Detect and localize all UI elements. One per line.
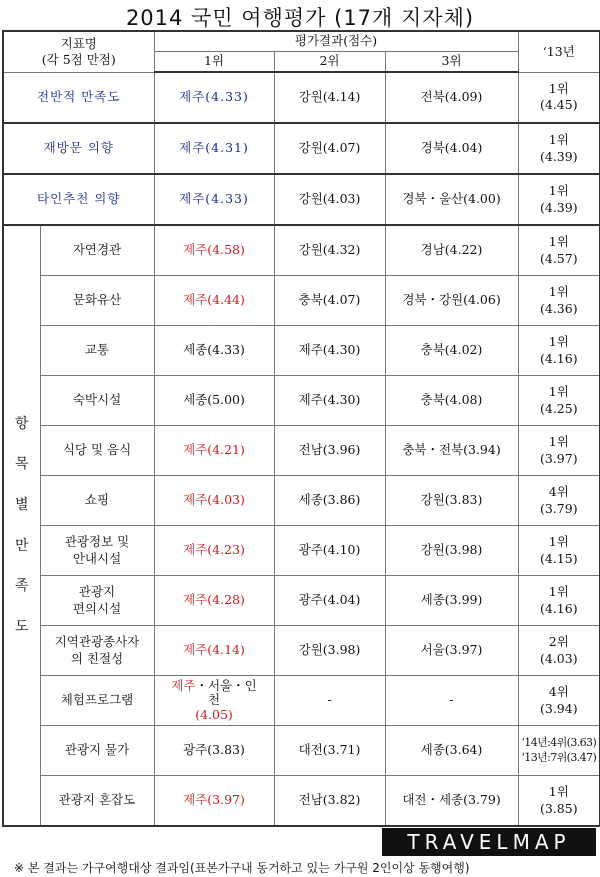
item-label: 관광지 물가	[40, 726, 154, 776]
item-row-price	[3, 726, 600, 776]
indicator-name: 타인추천 의향	[3, 174, 154, 225]
rank2-cell: 강원(4.32)	[274, 225, 385, 276]
rank3-cell: 경북・울산(4.00)	[385, 174, 518, 225]
rank2-cell: 제주(4.30)	[274, 326, 385, 376]
line: 쇼핑	[84, 492, 110, 508]
line: 1위	[548, 384, 569, 400]
rank1-cell: 제주(4.23)	[154, 526, 274, 576]
rank2-cell: 전남(3.82)	[274, 776, 385, 827]
rank3-cell: 충북・전북(3.94)	[385, 426, 518, 476]
group-label-char: 별	[14, 496, 29, 513]
line: (4.39)	[539, 199, 578, 215]
rank2-header: 2위	[274, 52, 385, 73]
highlight: 제주	[171, 677, 196, 693]
line: 관광지	[78, 584, 116, 600]
rest: ・서울・인	[195, 677, 257, 693]
item-label: 관광지 혼잡도	[40, 776, 154, 827]
line: (3.94)	[539, 700, 578, 716]
rank3-cell: 충북(4.02)	[385, 326, 518, 376]
rank2-cell: 강원(4.14)	[274, 72, 385, 123]
line: 1위	[548, 284, 569, 300]
line: 1위	[548, 534, 569, 550]
indicator-header: 지표명 (각 5점 만점)	[3, 31, 154, 72]
rank2-cell: 강원(3.98)	[274, 626, 385, 676]
rank3-cell: 전북(4.09)	[385, 72, 518, 123]
rank3-cell: 충북(4.08)	[385, 376, 518, 426]
rank2-cell: 광주(4.10)	[274, 526, 385, 576]
rank2-cell: 세종(3.86)	[274, 476, 385, 526]
line: 식당 및 음식	[62, 442, 132, 458]
prev-year-cell	[518, 174, 600, 225]
line: 1위	[548, 132, 569, 148]
header-row	[3, 31, 600, 52]
item-row	[3, 276, 600, 326]
prev-year-cell	[518, 276, 600, 326]
result-header: 평가결과(점수)	[154, 31, 518, 52]
prev-year-cell	[518, 225, 600, 276]
line: 편의시설	[72, 600, 122, 616]
item-row	[3, 526, 600, 576]
line: ‘13년:7위(3.47)	[521, 750, 597, 764]
rank3-cell: 경남(4.22)	[385, 225, 518, 276]
travelmap-logo: TRAVELMAP	[382, 828, 596, 856]
prev-year-cell	[518, 72, 600, 123]
prev-year-cell	[518, 526, 600, 576]
rank2-cell: 충북(4.07)	[274, 276, 385, 326]
line: (4.16)	[539, 600, 578, 616]
rank1-cell: 광주(3.83)	[154, 726, 274, 776]
rank3-cell: 경북・강원(4.06)	[385, 276, 518, 326]
footnote: ※ 본 결과는 가구여행대상 결과임(표본가구내 동거하고 있는 가구원 2인이상 동행여행)	[14, 861, 470, 875]
rank3-cell: 강원(3.98)	[385, 526, 518, 576]
line: 숙박시설	[72, 392, 122, 408]
rank3-cell: 강원(3.83)	[385, 476, 518, 526]
item-label	[40, 576, 154, 626]
rank3-cell: 경북(4.04)	[385, 123, 518, 174]
indicator-name: 전반적 만족도	[3, 72, 154, 123]
group-label	[3, 225, 40, 826]
line: 1위	[548, 784, 569, 800]
line: 1위	[548, 334, 569, 350]
line: (4.45)	[539, 97, 578, 113]
prev-year-cell	[518, 326, 600, 376]
line: 의 친절성	[70, 650, 124, 666]
rank1-cell: 제주(4.58)	[154, 225, 274, 276]
line: 1위	[548, 183, 569, 199]
rank2-cell: 대전(3.71)	[274, 726, 385, 776]
rank3-cell: 세종(3.64)	[385, 726, 518, 776]
item-row-program	[3, 676, 600, 726]
line: ‘14년:4위(3.63)	[521, 736, 597, 750]
prev-year-cell	[518, 676, 600, 726]
item-row	[3, 576, 600, 626]
rank2-cell: 강원(4.07)	[274, 123, 385, 174]
rank1-header: 1위	[154, 52, 274, 73]
line: (4.57)	[539, 250, 578, 266]
line: (3.85)	[539, 800, 578, 816]
line: 안내시설	[72, 550, 122, 566]
line: (4.03)	[539, 650, 578, 666]
prev-year-cell	[518, 476, 600, 526]
item-label	[40, 225, 154, 276]
rank2-cell: 전남(3.96)	[274, 426, 385, 476]
line: 1위	[548, 234, 569, 250]
item-row	[3, 476, 600, 526]
line: (4.36)	[539, 300, 578, 316]
line: 1위	[548, 81, 569, 96]
line: (3.97)	[539, 450, 578, 466]
overall-row	[3, 123, 600, 174]
group-label-char: 도	[14, 618, 29, 635]
indicator-name: 재방문 의향	[3, 123, 154, 174]
line: 1위	[548, 584, 569, 600]
line: 지역관광종사자	[54, 634, 140, 650]
rank3-cell: 서울(3.97)	[385, 626, 518, 676]
prev-year-cell	[518, 626, 600, 676]
rank2-cell: 광주(4.04)	[274, 576, 385, 626]
rank1-cell	[154, 676, 274, 726]
rank2-cell: -	[274, 676, 385, 726]
overall-row	[3, 174, 600, 225]
item-row	[3, 376, 600, 426]
prev-year-header: ‘13년	[518, 31, 600, 72]
prev-year-cell	[518, 426, 600, 476]
rank3-cell: -	[385, 676, 518, 726]
evaluation-table	[2, 30, 600, 827]
prev-year-cell	[518, 576, 600, 626]
rank3-cell: 세종(3.99)	[385, 576, 518, 626]
item-label	[40, 326, 154, 376]
rank3-header: 3위	[385, 52, 518, 73]
score: (4.05)	[195, 706, 233, 722]
item-row	[3, 626, 600, 676]
prev-year-cell	[518, 726, 600, 776]
item-label	[40, 426, 154, 476]
group-label-char: 항	[14, 415, 29, 432]
line	[157, 679, 272, 693]
group-label-char: 만	[14, 537, 29, 554]
rank1-cell: 제주(4.14)	[154, 626, 274, 676]
prev-year-cell	[518, 776, 600, 827]
item-label: 체험프로그램	[40, 676, 154, 726]
line: 천	[207, 692, 221, 708]
line: (4.15)	[539, 550, 578, 566]
line: (4.16)	[539, 350, 578, 366]
line: 자연경관	[72, 242, 122, 258]
rank1-cell: 제주(4.21)	[154, 426, 274, 476]
line: (3.79)	[539, 500, 578, 516]
rank1-cell: 제주(3.97)	[154, 776, 274, 827]
overall-section	[3, 72, 600, 225]
rank1-cell: 제주(4.28)	[154, 576, 274, 626]
item-label	[40, 626, 154, 676]
rank2-cell: 강원(4.03)	[274, 174, 385, 225]
rank1-cell: 제주(4.03)	[154, 476, 274, 526]
group-label-char: 목	[14, 456, 29, 473]
line: 4위	[548, 484, 569, 500]
rank1-cell: 세종(5.00)	[154, 376, 274, 426]
rank1-cell: 제주(4.31)	[154, 123, 274, 174]
item-label	[40, 476, 154, 526]
line: 4위	[548, 684, 569, 700]
rank1-cell: 제주(4.44)	[154, 276, 274, 326]
item-row	[3, 225, 600, 276]
item-row-congestion	[3, 776, 600, 827]
rank1-cell: 제주(4.33)	[154, 72, 274, 123]
rank1-cell: 제주(4.33)	[154, 174, 274, 225]
prev-year-cell	[518, 376, 600, 426]
line: 교통	[84, 342, 110, 358]
overall-row	[3, 72, 600, 123]
line: (4.39)	[539, 148, 578, 164]
line: 1위	[548, 434, 569, 450]
line: 2위	[548, 634, 569, 650]
line: 문화유산	[72, 292, 122, 308]
line: 관광정보 및	[64, 534, 130, 550]
rank3-cell: 대전・세종(3.79)	[385, 776, 518, 827]
item-label	[40, 376, 154, 426]
item-row	[3, 426, 600, 476]
items-section	[3, 225, 600, 826]
group-label-char: 족	[14, 578, 29, 595]
page-title: 2014 국민 여행평가 (17개 지자체)	[125, 6, 475, 30]
rank2-cell: 제주(4.30)	[274, 376, 385, 426]
item-label	[40, 276, 154, 326]
rank1-cell: 세종(4.33)	[154, 326, 274, 376]
item-label	[40, 526, 154, 576]
prev-year-cell	[518, 123, 600, 174]
item-row	[3, 326, 600, 376]
line: (4.25)	[539, 400, 578, 416]
